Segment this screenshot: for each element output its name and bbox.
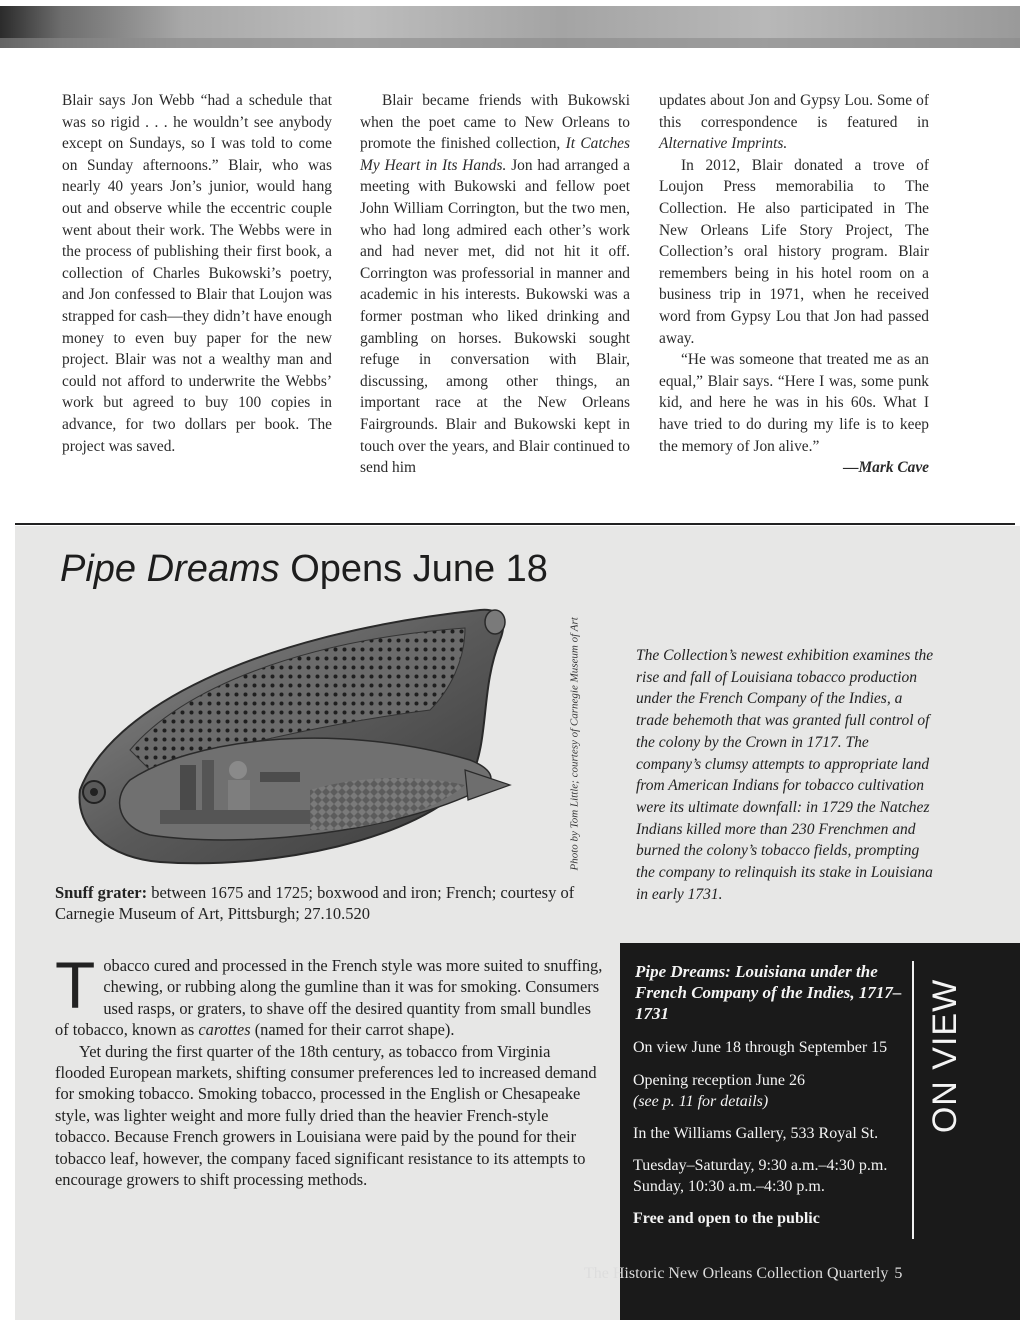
article-paragraph: “He was someone that treated me as an equal,” Blair says. “Here I was, some punk kid, and here he was in his 60s. What I have tried to do during my life is to keep the memory of Jon alive.” bbox=[659, 351, 929, 455]
exhibition-title: Pipe Dreams: Louisiana under the French Company of the Indies, 1717–1731 bbox=[635, 962, 902, 1023]
article-paragraph: Blair became friends with Bukowski when the poet came to New Orleans to promote the finished collection, It Catches My Heart in Its Hands. Jon had arranged a meeting with Bukowski and fellow poet John William Corrington, but the two men, who had long admired each other’s work and had never met, did not hit it off. Corrington was professorial in manner and academic in his interests. Bukowski was a former postman who liked drinking and gambling on horses. Bukowski sought refuge in conversation with Blair, discussing, among other things, an important race at the New Orleans Fairgrounds. Blair and Bukowski kept in touch over the years, and Blair continued to send him bbox=[360, 92, 630, 477]
top-photo-band bbox=[0, 0, 1020, 48]
article-paragraph: In 2012, Blair donated a trove of Loujon Press memorabilia to The Collection. He also participated in The New Orleans Life Story Project, The Collection’s oral history program. Blair remembers being in his hotel room on a business trip in 1971, when he received word from Gypsy Lou that Jon had passed away. bbox=[659, 156, 929, 347]
exhibition-location: In the Williams Gallery, 533 Royal St. bbox=[633, 1125, 879, 1142]
body-paragraph: Yet during the first quarter of the 18th century, as tobacco from Virginia flooded European markets, shifting consumer preferences led to increased demand for smoking tobacco. Smoking tobacco, processed in the English or Chesapeake style, was lighter weight and more fully dried than the heavier French-style tobacco. Because French growers in Louisiana were paid by the pound for their tobacco leaf, however, the company faced significant resistance to its attempts to encourage growers to shift processing methods. bbox=[55, 1041, 597, 1190]
article-column-1 bbox=[62, 90, 332, 457]
page-footer bbox=[584, 1263, 924, 1285]
admission: Free and open to the public bbox=[633, 1210, 820, 1227]
term: carottes bbox=[198, 1020, 251, 1040]
article-paragraph: Blair says Jon Webb “had a schedule that was so rigid . . . he wouldn’t see anybody except on Sundays, so I was told to come on Sunday afternoons.” Blair, who was nearly 40 years Jon’s junior, would hang out and observe while the eccentric couple went about their work. The Webbs were in the process of publishing their first book, a collection of Charles Bukowski’s poetry, and Jon confessed to Blair that Loujon was strapped for cash—they didn’t have enough money to even buy paper for the new project. Blair was not a wealthy man and could not afford to underwrite the Webbs’ work but agreed to buy 100 copies in advance, for two dollars per book. The project was saved. bbox=[62, 92, 332, 455]
article-column-2 bbox=[360, 90, 630, 479]
vertical-divider bbox=[912, 961, 914, 1239]
book-title: Alternative Imprints. bbox=[659, 135, 788, 153]
exhibition-dates: On view June 18 through September 15 bbox=[633, 1039, 888, 1056]
on-view-label: ON VIEW bbox=[926, 978, 964, 1134]
opening-reception: Opening reception June 26 (see p. 11 for details) bbox=[633, 1072, 805, 1110]
feature-body bbox=[55, 948, 603, 1190]
book-title: It Catches My Heart in Its Hands. bbox=[360, 135, 630, 174]
drop-cap: T bbox=[55, 948, 96, 1022]
body-paragraph: Tobacco cured and processed in the French style was more suited to snuffing, chewing, or rubbing along the gumline than it was for smoking. Consumers used rasps, or graters, to shave off the desired quantity from small bundles of tobacco, known as carottes (named for their carrot shape). bbox=[55, 948, 603, 1040]
author-signature: —Mark Cave bbox=[843, 459, 929, 477]
article-paragraph: updates about Jon and Gypsy Lou. Some of this correspondence is featured in Alternative Imprints. bbox=[659, 92, 929, 153]
exhibition-intro: The Collection’s newest exhibition examines the rise and fall of Louisiana tobacco production under the French Company of the Indies, a trade behemoth that was granted full control of the colony by the Crown in 1717. The company’s clumsy attempts to appropriate land from American Indians for tobacco cultivation were its ultimate downfall: in 1729 the Natchez Indians killed more than 230 Frenchmen and burned the colony’s tobacco fields, prompting the company to relinquish its stake in Louisiana in early 1731. bbox=[636, 647, 934, 903]
hours-weekday: Tuesday–Saturday, 9:30 a.m.–4:30 p.m. bbox=[633, 1157, 888, 1174]
feature-headline: Pipe Dreams Opens June 18 bbox=[60, 548, 548, 590]
section-divider bbox=[15, 523, 1015, 525]
snuff-grater-photo bbox=[70, 600, 530, 880]
article-column-3 bbox=[659, 90, 929, 479]
hours-sunday: Sunday, 10:30 a.m.–4:30 p.m. bbox=[633, 1178, 825, 1195]
photo-credit: Photo by Tom Little; courtesy of Carnegie Museum of Art bbox=[568, 617, 581, 871]
publication-name: The Historic New Orleans Collection Quarterly bbox=[584, 1265, 889, 1282]
page-number: 5 bbox=[894, 1265, 903, 1282]
photo-caption: Snuff grater: between 1675 and 1725; boxwood and iron; French; courtesy of Carnegie Museum of Art, Pittsburgh; 27.10.520 bbox=[55, 883, 575, 923]
